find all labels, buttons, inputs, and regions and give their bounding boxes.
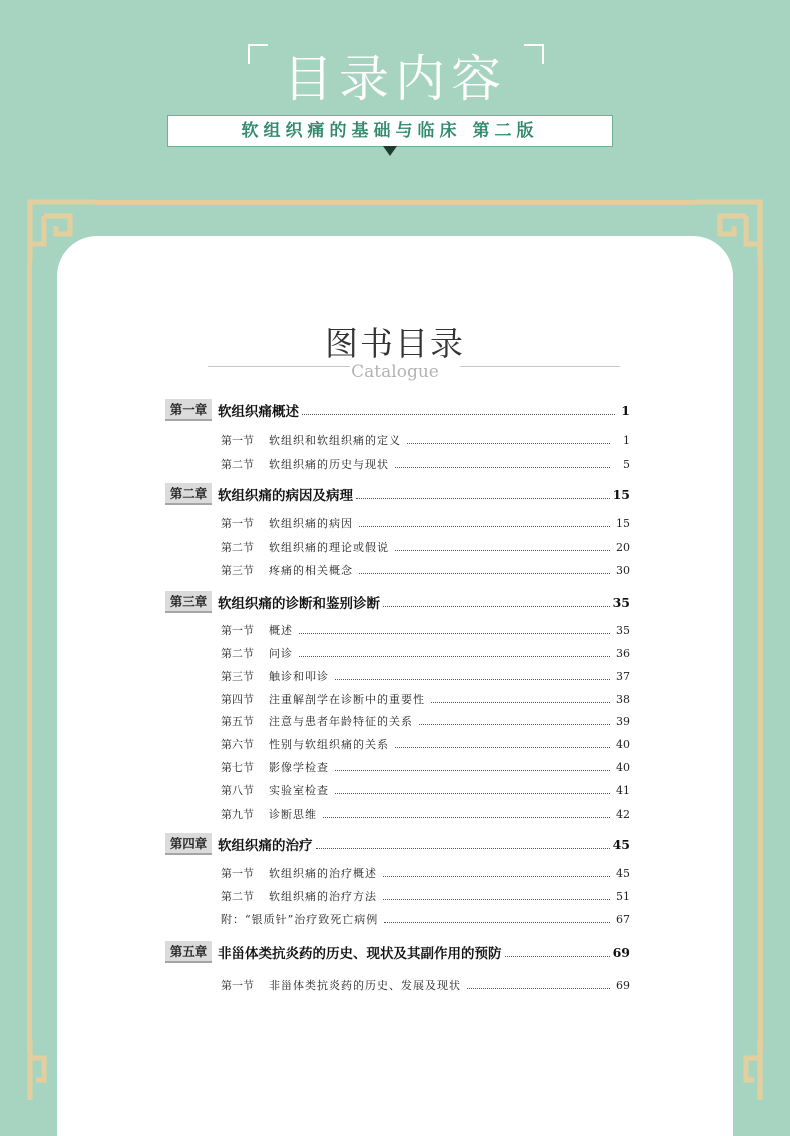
dot-leader [316, 848, 610, 849]
dot-leader [431, 702, 610, 703]
section-page: 15 [616, 516, 630, 530]
dot-leader [359, 526, 610, 527]
dot-leader [467, 988, 610, 989]
toc-section [221, 537, 630, 557]
toc-section [221, 886, 630, 906]
toc-section [221, 513, 630, 533]
toc-chapter [165, 832, 630, 856]
dot-leader [359, 573, 610, 574]
section-label: 第一节 [221, 434, 254, 447]
toc-section [221, 689, 630, 709]
toc-chapter [165, 940, 630, 964]
section-label: 第一节 [221, 517, 254, 530]
section-label: 第八节 [221, 784, 254, 797]
toc-section [221, 734, 630, 754]
dot-leader [383, 606, 610, 607]
chapter-page: 35 [612, 594, 630, 610]
section-title: 软组织痛的理论或假说 [269, 541, 389, 554]
catalogue-title: 图书目录 [325, 324, 465, 363]
section-title: 触诊和叩诊 [269, 670, 329, 683]
section-page: 42 [616, 807, 630, 821]
toc-section [221, 909, 630, 929]
chapter-label: 第三章 [165, 591, 212, 613]
chapter-page: 15 [612, 486, 630, 502]
dot-leader [383, 899, 610, 900]
toc-section [221, 863, 630, 883]
page-title: 目录内容 [283, 50, 507, 108]
section-title: 软组织和软组织痛的定义 [269, 434, 401, 447]
section-label: 第一节 [221, 979, 254, 992]
section-page: 37 [616, 669, 630, 683]
chapter-title: 软组织痛的治疗 [218, 838, 313, 854]
toc-section [221, 757, 630, 777]
chapter-label: 第一章 [165, 399, 212, 421]
section-page: 20 [616, 540, 630, 554]
section-label: 第一节 [221, 867, 254, 880]
toc-section [221, 975, 630, 995]
section-page: 38 [616, 692, 630, 706]
section-label: 第九节 [221, 808, 254, 821]
dot-leader [505, 956, 610, 957]
dot-leader [335, 793, 610, 794]
dot-leader [356, 498, 610, 499]
dot-leader [395, 550, 610, 551]
section-label: 第二节 [221, 647, 254, 660]
section-label: 第五节 [221, 715, 254, 728]
section-page: 39 [616, 714, 630, 728]
toc-chapter [165, 590, 630, 614]
section-page: 1 [623, 433, 630, 447]
frame-corner-ornament-icon [728, 1040, 768, 1100]
section-title: 软组织痛的治疗方法 [269, 890, 377, 903]
toc-section [221, 804, 630, 824]
chapter-page: 69 [612, 944, 630, 960]
section-title: 非甾体类抗炎药的历史、发展及现状 [269, 979, 461, 992]
section-label: 第二节 [221, 458, 254, 471]
dot-leader [407, 443, 610, 444]
chapter-title: 非甾体类抗炎药的历史、现状及其副作用的预防 [218, 946, 502, 962]
toc-section [221, 780, 630, 800]
section-title: 实验室检查 [269, 784, 329, 797]
chapter-label: 第五章 [165, 941, 212, 963]
section-page: 40 [616, 760, 630, 774]
section-page: 40 [616, 737, 630, 751]
chapter-title: 软组织痛的诊断和鉴别诊断 [218, 596, 380, 612]
section-page: 69 [616, 978, 630, 992]
section-page: 36 [616, 646, 630, 660]
section-page: 41 [616, 783, 630, 797]
section-page: 51 [616, 889, 630, 903]
dot-leader [299, 633, 610, 634]
section-label: 第三节 [221, 670, 254, 683]
dot-leader [299, 656, 610, 657]
dot-leader [323, 817, 610, 818]
catalogue-subtitle: Catalogue [351, 362, 439, 382]
section-title: 疼痛的相关概念 [269, 564, 353, 577]
frame-top-rule [95, 200, 695, 205]
section-title: 软组织痛的治疗概述 [269, 867, 377, 880]
pointer-triangle-icon [383, 146, 397, 156]
toc-section [221, 454, 630, 474]
toc-section [221, 666, 630, 686]
chapter-label: 第二章 [165, 483, 212, 505]
toc-section [221, 711, 630, 731]
section-page: 5 [623, 457, 630, 471]
dot-leader [419, 724, 610, 725]
section-title: 影像学检查 [269, 761, 329, 774]
section-page: 35 [616, 623, 630, 637]
section-page: 45 [616, 866, 630, 880]
section-title: 软组织痛的病因 [269, 517, 353, 530]
chapter-label: 第四章 [165, 833, 212, 855]
dot-leader [335, 770, 610, 771]
chapter-title: 软组织痛概述 [218, 404, 299, 420]
page-header [0, 0, 790, 175]
section-page: 67 [616, 912, 630, 926]
toc-chapter [165, 482, 630, 506]
section-label: 第三节 [221, 564, 254, 577]
section-label: 第四节 [221, 693, 254, 706]
dot-leader [302, 414, 615, 415]
section-title: 注重解剖学在诊断中的重要性 [269, 693, 425, 706]
section-title: 注意与患者年龄特征的关系 [269, 715, 413, 728]
frame-corner-ornament-icon [22, 1040, 62, 1100]
section-title: 软组织痛的历史与现状 [269, 458, 389, 471]
section-label: 第一节 [221, 624, 254, 637]
dot-leader [383, 876, 610, 877]
section-title: 概述 [269, 624, 293, 637]
section-title: 附：“银质针”治疗致死亡病例 [221, 913, 379, 926]
book-subtitle: 软组织痛的基础与临床 第二版 [167, 115, 613, 147]
section-page: 30 [616, 563, 630, 577]
toc-section [221, 643, 630, 663]
dot-leader [395, 467, 610, 468]
section-title: 诊断思维 [269, 808, 317, 821]
dot-leader [335, 679, 610, 680]
toc-section [221, 430, 630, 450]
toc-chapter [165, 398, 630, 422]
section-title: 问诊 [269, 647, 293, 660]
section-label: 第六节 [221, 738, 254, 751]
section-title: 性别与软组织痛的关系 [269, 738, 389, 751]
section-label: 第二节 [221, 890, 254, 903]
chapter-page: 1 [621, 402, 630, 418]
chapter-title: 软组织痛的病因及病理 [218, 488, 353, 504]
section-label: 第七节 [221, 761, 254, 774]
chapter-page: 45 [612, 836, 630, 852]
toc-section [221, 620, 630, 640]
toc-section [221, 560, 630, 580]
dot-leader [384, 922, 610, 923]
section-label: 第二节 [221, 541, 254, 554]
dot-leader [395, 747, 610, 748]
